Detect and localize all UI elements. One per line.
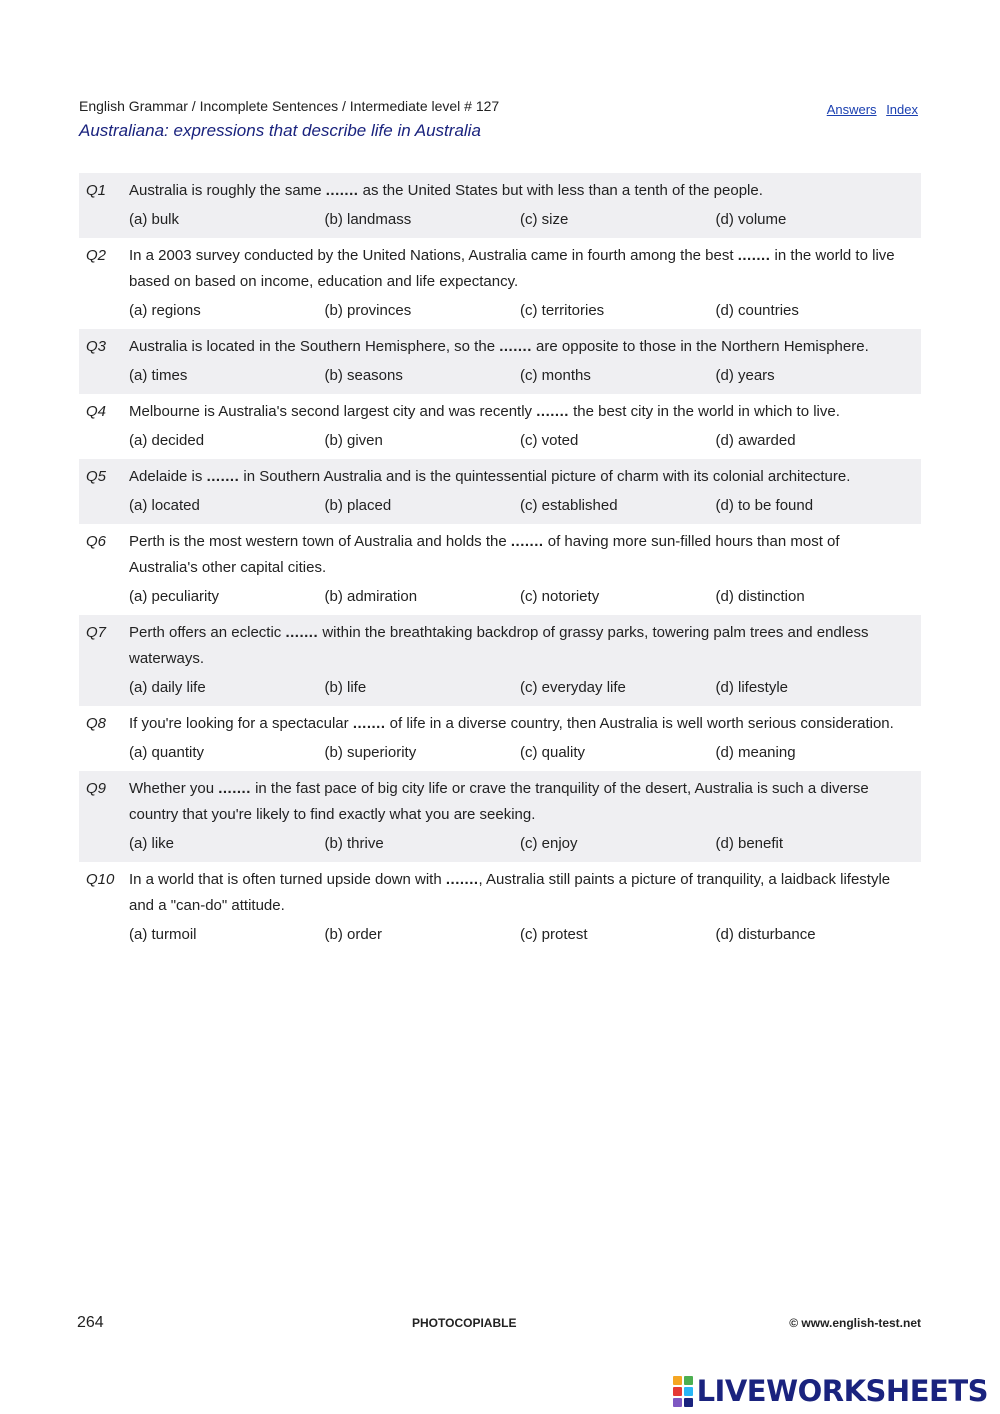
- header-links: [821, 102, 918, 117]
- options: [129, 743, 911, 763]
- question-text: Perth offers an eclectic ....... within the breathtaking backdrop of grassy parks, towering palm trees and endless waterways.: [129, 624, 869, 667]
- options: [129, 210, 911, 230]
- option-b[interactable]: (b) landmass: [324, 211, 412, 228]
- options: [129, 834, 911, 854]
- option-c[interactable]: (c) established: [520, 497, 618, 514]
- option-a[interactable]: (a) turmoil: [129, 926, 197, 943]
- index-link[interactable]: Index: [886, 102, 918, 117]
- question-2: [79, 238, 921, 329]
- liveworksheets-logo: [673, 1374, 988, 1408]
- option-c[interactable]: (c) everyday life: [520, 679, 626, 696]
- photocopiable-label: PHOTOCOPIABLE: [412, 1316, 517, 1330]
- question-text: In a world that is often turned upside down with ......., Australia still paints a picture of tranquility, a laidback lifestyle and a "can-do" attitude.: [129, 871, 891, 914]
- option-a[interactable]: (a) quantity: [129, 744, 205, 761]
- copyright: © www.english-test.net: [789, 1316, 921, 1330]
- question-text: Perth is the most western town of Australia and holds the ....... of having more sun-filled hours than most of Australia's other capital cities.: [129, 533, 840, 576]
- question-10: [79, 862, 921, 953]
- options: [129, 496, 911, 516]
- option-b[interactable]: (b) admiration: [324, 588, 418, 605]
- options: [129, 925, 911, 945]
- answers-link[interactable]: Answers: [826, 102, 877, 117]
- option-a[interactable]: (a) decided: [129, 432, 205, 449]
- option-b[interactable]: (b) life: [324, 679, 367, 696]
- question-text: Melbourne is Australia's second largest city and was recently ....... the best city in the world in which to live.: [129, 403, 840, 420]
- option-a[interactable]: (a) like: [129, 835, 175, 852]
- question-number: Q2: [86, 247, 107, 264]
- question-number: Q1: [86, 182, 107, 199]
- question-6: [79, 524, 921, 615]
- option-b[interactable]: (b) thrive: [324, 835, 384, 852]
- blank: .......: [325, 182, 359, 199]
- option-b[interactable]: (b) seasons: [324, 367, 403, 384]
- blank: .......: [218, 780, 251, 797]
- question-1: [79, 173, 921, 238]
- options: [129, 366, 911, 386]
- question-7: [79, 615, 921, 706]
- option-a[interactable]: (a) times: [129, 367, 188, 384]
- option-c[interactable]: (c) quality: [520, 744, 586, 761]
- liveworksheets-mark-icon: [673, 1376, 693, 1407]
- question-number: Q6: [86, 533, 107, 550]
- option-b[interactable]: (b) order: [324, 926, 383, 943]
- option-c[interactable]: (c) enjoy: [520, 835, 578, 852]
- blank: .......: [285, 624, 319, 641]
- question-list: [79, 173, 921, 953]
- option-d[interactable]: (d) disturbance: [715, 926, 816, 943]
- option-d[interactable]: (d) to be found: [715, 497, 814, 514]
- mark-square: [684, 1398, 693, 1407]
- option-a[interactable]: (a) daily life: [129, 679, 206, 696]
- question-5: [79, 459, 921, 524]
- option-d[interactable]: (d) lifestyle: [715, 679, 789, 696]
- blank: .......: [206, 468, 240, 485]
- option-a[interactable]: (a) regions: [129, 302, 201, 319]
- mark-square: [684, 1387, 693, 1396]
- option-c[interactable]: (c) months: [520, 367, 591, 384]
- question-number: Q3: [86, 338, 107, 355]
- option-a[interactable]: (a) peculiarity: [129, 588, 220, 605]
- option-c[interactable]: (c) protest: [520, 926, 588, 943]
- option-d[interactable]: (d) awarded: [715, 432, 796, 449]
- question-text: Whether you ....... in the fast pace of big city life or crave the tranquility of the desert, Australia is such a diverse country that you're likely to find exactly what you are seeking.: [129, 780, 869, 823]
- breadcrumb: English Grammar / Incomplete Sentences / Intermediate level # 127: [79, 98, 500, 114]
- question-text: Adelaide is ....... in Southern Australia and is the quintessential picture of charm with its colonial architecture.: [129, 468, 851, 485]
- question-number: Q8: [86, 715, 107, 732]
- question-text: Australia is located in the Southern Hemisphere, so the ....... are opposite to those in the Northern Hemisphere.: [129, 338, 869, 355]
- blank: .......: [737, 247, 771, 264]
- options: [129, 301, 911, 321]
- option-c[interactable]: (c) territories: [520, 302, 605, 319]
- mark-square: [673, 1398, 682, 1407]
- option-a[interactable]: (a) located: [129, 497, 200, 514]
- question-text: Australia is roughly the same ....... as the United States but with less than a tenth of the people.: [129, 182, 763, 199]
- option-d[interactable]: (d) volume: [715, 211, 787, 228]
- option-b[interactable]: (b) placed: [324, 497, 392, 514]
- question-number: Q10: [86, 871, 115, 888]
- blank: .......: [445, 871, 479, 888]
- option-b[interactable]: (b) given: [324, 432, 383, 449]
- mark-square: [673, 1376, 682, 1385]
- option-d[interactable]: (d) meaning: [715, 744, 796, 761]
- liveworksheets-wordmark: LIVEWORKSHEETS: [696, 1374, 988, 1408]
- question-number: Q4: [86, 403, 107, 420]
- option-b[interactable]: (b) superiority: [324, 744, 417, 761]
- question-3: [79, 329, 921, 394]
- worksheet-header: [79, 98, 921, 141]
- question-number: Q9: [86, 780, 107, 797]
- option-d[interactable]: (d) countries: [715, 302, 799, 319]
- mark-square: [673, 1387, 682, 1396]
- question-4: [79, 394, 921, 459]
- question-9: [79, 771, 921, 862]
- options: [129, 587, 911, 607]
- option-c[interactable]: (c) size: [520, 211, 569, 228]
- mark-square: [684, 1376, 693, 1385]
- page-footer: [77, 1314, 921, 1334]
- option-a[interactable]: (a) bulk: [129, 211, 180, 228]
- blank: .......: [352, 715, 386, 732]
- option-d[interactable]: (d) distinction: [715, 588, 805, 605]
- option-c[interactable]: (c) voted: [520, 432, 579, 449]
- option-c[interactable]: (c) notoriety: [520, 588, 600, 605]
- option-d[interactable]: (d) benefit: [715, 835, 784, 852]
- option-b[interactable]: (b) provinces: [324, 302, 412, 319]
- page-number: 264: [77, 1314, 104, 1331]
- question-number: Q5: [86, 468, 107, 485]
- blank: .......: [536, 403, 569, 420]
- question-8: [79, 706, 921, 771]
- question-text: If you're looking for a spectacular ....... of life in a diverse country, then Australia is well worth serious consideration.: [129, 715, 894, 732]
- options: [129, 678, 911, 698]
- question-text: In a 2003 survey conducted by the United Nations, Australia came in fourth among the best ....... in the world to live based on based on income, education and life expectancy.: [129, 247, 895, 290]
- option-d[interactable]: (d) years: [715, 367, 775, 384]
- question-number: Q7: [86, 624, 107, 641]
- blank: .......: [510, 533, 544, 550]
- blank: .......: [499, 338, 532, 355]
- options: [129, 431, 911, 451]
- worksheet-title: Australiana: expressions that describe life in Australia: [79, 121, 481, 140]
